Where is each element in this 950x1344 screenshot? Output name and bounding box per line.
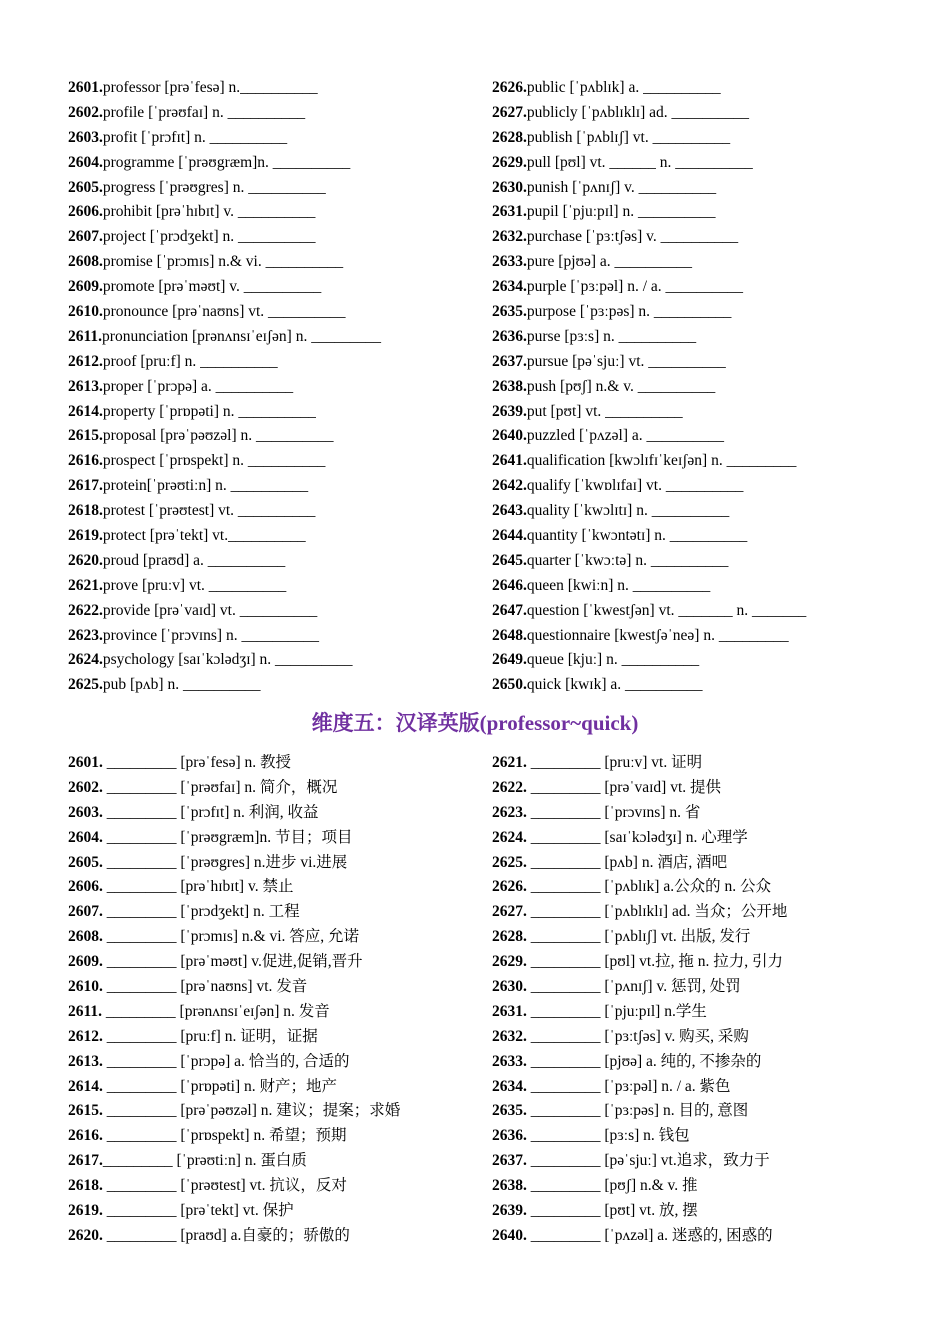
vocab-entry [68,250,492,275]
entry-text: _________ [ˈprəʊtiːn] n. 蛋白质 [102,1152,307,1170]
entry-text: _________ [ˈprɔmɪs] n.& vi. 答应, 允诺 [102,928,360,946]
vocab-entry [492,801,888,826]
vocab-entry [492,925,888,950]
vocab-entry [68,1124,492,1149]
entry-number: 2632. [492,1027,527,1045]
vocab-entry [68,851,492,876]
entry-text: profit [ˈprɔfɪt] n. __________ [102,128,288,146]
entry-number: 2631. [492,1002,527,1020]
entry-number: 2618. [68,1177,103,1195]
entry-text: qualify [ˈkwɒlɪfaɪ] vt. __________ [526,477,744,495]
entry-number: 2637. [492,352,527,370]
vocab-entry [68,400,492,425]
entry-number: 2603. [68,803,103,821]
entry-number: 2644. [492,527,527,545]
entry-text: _________ [prəˈvaɪd] vt. 提供 [526,778,722,796]
entry-text: _________ [prəˈtekt] vt. 保护 [102,1202,294,1220]
vocab-entry [492,449,888,474]
entry-number: 2625. [492,853,527,871]
entry-number: 2605. [68,178,103,196]
entry-text: pub [pʌb] n. __________ [102,676,261,694]
vocab-entry [492,549,888,574]
vocab-entry [68,624,492,649]
entry-text: _________ [pʊt] vt. 放, 摆 [526,1202,698,1220]
entry-text: qualification [kwɔlɪfɪˈkeɪʃən] n. _________ [526,452,797,470]
entry-text: pupil [ˈpjuːpɪl] n. __________ [526,203,716,221]
entry-text: questionnaire [kwestʃəˈneə] n. _________ [526,626,789,644]
vocab-entry [492,225,888,250]
vocab-column-right [492,76,888,698]
entry-text: purchase [ˈpɜːtʃəs] v. __________ [526,228,739,246]
entry-number: 2602. [68,778,103,796]
entry-text: professor [prəˈfesə] n.__________ [102,79,318,96]
entry-number: 2645. [492,551,527,569]
vocab-entry [492,1124,888,1149]
entry-number: 2629. [492,953,527,971]
entry-text: _________ [prəˈnaʊns] vt. 发音 [102,978,308,996]
entry-text: _________ [ˈpɜːtʃəs] v. 购买, 采购 [526,1027,749,1045]
vocab-entry [68,776,492,801]
entry-number: 2609. [68,953,103,971]
entry-text: punish [ˈpʌnɪʃ] v. __________ [526,178,717,196]
vocab-entry [68,176,492,201]
vocab-entry [492,648,888,673]
vocab-entry [492,176,888,201]
vocab-entry [492,875,888,900]
entry-number: 2613. [68,1052,103,1070]
vocab-entry [68,524,492,549]
entry-text: psychology [saɪˈkɔlədʒɪ] n. __________ [102,651,353,669]
entry-text: _________ [ˈprɒspekt] n. 希望；预期 [102,1127,347,1145]
entry-number: 2636. [492,327,527,345]
entry-text: pursue [pəˈsjuː] vt. __________ [526,352,726,370]
entry-number: 2628. [492,128,527,146]
entry-number: 2650. [492,676,527,694]
vocab-column-left [68,76,492,698]
vocab-entry [68,1075,492,1100]
entry-number: 2634. [492,278,527,296]
vocab-entry [492,400,888,425]
entry-text: queue [kjuː] n. __________ [526,651,700,669]
entry-text: proud [praʊd] a. __________ [102,551,286,569]
entry-text: _________ [ˈpʌzəl] a. 迷惑的, 困惑的 [526,1226,773,1244]
entry-text: _________ [ˈpʌblɪk] a.公众的 n. 公众 [526,878,771,896]
entry-number: 2605. [68,853,103,871]
vocab-entry [68,375,492,400]
vocab-entry [68,424,492,449]
entry-number: 2622. [492,778,527,796]
vocab-entry [492,1075,888,1100]
entry-number: 2618. [68,502,103,520]
entry-number: 2608. [68,928,103,946]
entry-number: 2624. [68,651,103,669]
entry-number: 2620. [68,1226,103,1244]
entry-number: 2614. [68,1077,103,1095]
vocab-entry [68,925,492,950]
vocab-entry [68,474,492,499]
entry-number: 2606. [68,203,103,221]
entry-number: 2621. [68,576,103,594]
entry-text: promote [prəˈməʊt] v. __________ [102,278,322,296]
entry-text: _________ [ˈprɔfɪt] n. 利润, 收益 [102,803,319,821]
entry-number: 2613. [68,377,103,395]
vocab-entry [492,851,888,876]
vocab-entry [68,801,492,826]
entry-number: 2623. [492,803,527,821]
entry-number: 2632. [492,228,527,246]
vocab-entry [68,900,492,925]
entry-text: proper [ˈprɔpə] a. __________ [102,377,294,395]
entry-text: prohibit [prəˈhɪbɪt] v. __________ [102,203,316,221]
entry-text: _________ [ˈprəʊtest] vt. 抗议，反对 [102,1177,347,1195]
entry-number: 2617. [68,1152,103,1170]
vocab-entry [492,1050,888,1075]
entry-number: 2636. [492,1127,527,1145]
vocab-entry [492,126,888,151]
vocab-entry [68,126,492,151]
vocab-entry [68,76,492,101]
entry-number: 2610. [68,303,103,321]
entry-number: 2611. [68,1002,103,1020]
entry-text: province [ˈprɔvɪns] n. __________ [102,626,319,644]
vocab-entry [492,624,888,649]
vocab-entry [492,1149,888,1174]
entry-text: _________ [ˈprəʊfaɪ] n. 简介，概况 [102,778,338,796]
entry-number: 2621. [492,754,527,771]
vocab-entry [492,1099,888,1124]
entry-number: 2622. [68,601,103,619]
entry-text: protect [prəˈtekt] vt.__________ [102,527,306,545]
entry-number: 2614. [68,402,103,420]
vocab-entry [492,424,888,449]
entry-number: 2641. [492,452,527,470]
entry-text: _________ [ˈprɒpəti] n. 财产；地产 [102,1077,337,1095]
vocab-entry [492,950,888,975]
entry-number: 2612. [68,352,103,370]
entry-number: 2649. [492,651,527,669]
vocab-entry [492,975,888,1000]
entry-number: 2637. [492,1152,527,1170]
entry-text: _________ [ˈpɜːpəs] n. 目的, 意图 [526,1102,749,1120]
entry-text: _________ [pjʊə] a. 纯的, 不掺杂的 [526,1052,762,1070]
vocab-entry [68,950,492,975]
vocab-entry [492,499,888,524]
entry-number: 2628. [492,928,527,946]
entry-number: 2624. [492,828,527,846]
entry-text: public [ˈpʌblɪk] a. __________ [526,79,721,96]
vocab-entry [68,1174,492,1199]
entry-text: purple [ˈpɜːpəl] n. / a. __________ [526,278,744,296]
vocab-entry [68,1199,492,1224]
entry-number: 2630. [492,978,527,996]
vocab-entry [492,275,888,300]
entry-number: 2619. [68,1202,103,1220]
entry-text: quality [ˈkwɔlɪtɪ] n. __________ [526,502,730,520]
vocab-entry [68,1099,492,1124]
entry-text: put [pʊt] vt. __________ [526,402,683,420]
entry-text: profile [ˈprəʊfaɪ] n. __________ [102,103,306,121]
entry-text: _________ [pʊʃ] n.& v. 推 [526,1177,698,1195]
vocab-section-chinese-english [68,751,888,1249]
vocab-entry [492,1199,888,1224]
entry-text: publicly [ˈpʌblɪklɪ] ad. __________ [526,103,750,121]
entry-number: 2635. [492,1102,527,1120]
vocab-entry [68,499,492,524]
vocab-entry [492,599,888,624]
entry-text: project [ˈprɔdʒekt] n. __________ [102,228,316,246]
entry-text: _________ [pʌb] n. 酒店, 酒吧 [526,853,728,871]
vocab-entry [68,875,492,900]
vocab-entry [492,474,888,499]
entry-text: proof [pruːf] n. __________ [102,352,278,370]
vocab-entry [68,151,492,176]
vocab-column-right [492,751,888,1249]
entry-text: _________ [ˈprəʊgres] n.进步 vi.进展 [102,853,348,871]
entry-number: 2635. [492,303,527,321]
entry-number: 2633. [492,253,527,271]
entry-text: pronounce [prəˈnaʊns] vt. __________ [102,303,346,321]
entry-number: 2602. [68,103,103,121]
entry-number: 2603. [68,128,103,146]
vocab-entry [68,1000,492,1025]
vocab-entry [492,250,888,275]
vocab-entry [492,1000,888,1025]
entry-text: quarter [ˈkwɔːtə] n. __________ [526,551,729,569]
vocab-entry [492,1224,888,1249]
vocab-entry [68,574,492,599]
entry-number: 2630. [492,178,527,196]
vocab-entry [68,350,492,375]
entry-number: 2601. [68,754,103,771]
entry-text: progress [ˈprəʊgres] n. __________ [102,178,326,196]
entry-number: 2646. [492,576,527,594]
vocab-entry [68,975,492,1000]
entry-number: 2634. [492,1077,527,1095]
vocab-entry [68,549,492,574]
entry-text: _________ [pruːf] n. 证明，证据 [102,1027,318,1045]
entry-text: purpose [ˈpɜːpəs] n. __________ [526,303,732,321]
entry-number: 2615. [68,427,103,445]
entry-number: 2616. [68,452,103,470]
entry-text: _________ [ˈpɜːpəl] n. / a. 紫色 [526,1077,731,1095]
entry-text: _________ [pruːv] vt. 证明 [526,754,703,771]
entry-text: _________ [ˈprɔdʒekt] n. 工程 [102,903,300,921]
entry-text: _________ [ˈprɔpə] a. 恰当的, 合适的 [102,1052,350,1070]
entry-text: puzzled [ˈpʌzəl] a. __________ [526,427,725,445]
entry-text: _________ [prəˈhɪbɪt] v. 禁止 [102,878,294,896]
entry-text: promise [ˈprɔmɪs] n.& vi. __________ [102,253,344,271]
vocab-entry [68,101,492,126]
entry-number: 2640. [492,1226,527,1244]
vocab-entry [68,751,492,776]
entry-text: push [pʊʃ] n.& v. __________ [526,377,716,395]
entry-text: _________ [ˈpʌblɪʃ] vt. 出版, 发行 [526,928,751,946]
entry-text: _________ [saɪˈkɔlədʒɪ] n. 心理学 [526,828,748,846]
vocab-entry [68,1050,492,1075]
entry-text: _________ [ˈpjuːpɪl] n.学生 [526,1002,707,1020]
vocab-entry [68,300,492,325]
entry-number: 2607. [68,228,103,246]
entry-text: protein[ˈprəʊtiːn] n. __________ [102,477,309,495]
entry-number: 2607. [68,903,103,921]
vocab-entry [68,1149,492,1174]
entry-number: 2601. [68,79,103,96]
entry-number: 2627. [492,103,527,121]
entry-number: 2640. [492,427,527,445]
entry-number: 2626. [492,878,527,896]
entry-text: _________ [prəˈməʊt] v.促进,促销,晋升 [102,953,363,971]
entry-text: protest [ˈprəʊtest] vt. __________ [102,502,316,520]
entry-text: provide [prəˈvaɪd] vt. __________ [102,601,318,619]
vocab-entry [68,673,492,698]
entry-number: 2606. [68,878,103,896]
vocab-entry [492,1174,888,1199]
vocab-entry [68,225,492,250]
entry-text: _________ [ˈprəʊgræm]n. 节目；项目 [102,828,353,846]
entry-number: 2627. [492,903,527,921]
entry-number: 2615. [68,1102,103,1120]
vocab-entry [492,375,888,400]
entry-text: pronunciation [prənʌnsɪˈeɪʃən] n. _________ [102,327,381,345]
vocab-entry [492,300,888,325]
vocab-entry [492,76,888,101]
entry-number: 2625. [68,676,103,694]
entry-text: _________ [pɜːs] n. 钱包 [526,1127,690,1145]
entry-text: programme [ˈprəʊgræm]n. __________ [102,153,351,171]
entry-text: _________ [ˈprɔvɪns] n. 省 [526,803,701,821]
entry-text: _________ [prənʌnsɪˈeɪʃən] n. 发音 [102,1002,330,1020]
entry-number: 2642. [492,477,527,495]
vocab-entry [68,648,492,673]
vocab-entry [68,826,492,851]
vocab-entry [492,776,888,801]
entry-number: 2639. [492,402,527,420]
entry-text: _________ [praʊd] a.自豪的；骄傲的 [102,1226,350,1244]
entry-text: prospect [ˈprɒspekt] n. __________ [102,452,326,470]
entry-text: _________ [ˈpʌblɪklɪ] ad. 当众；公开地 [526,903,788,921]
vocab-entry [68,200,492,225]
vocab-section-english-chinese [68,76,888,698]
entry-text: _________ [prəˈpəʊzəl] n. 建议；提案；求婚 [102,1102,401,1120]
vocab-entry [492,101,888,126]
entry-number: 2610. [68,978,103,996]
entry-number: 2617. [68,477,103,495]
section-heading: 维度五：汉译英版(professor~quick) [311,711,639,735]
entry-text: _________ [pəˈsjuː] vt.追求，致力于 [526,1152,770,1170]
vocab-entry [68,599,492,624]
vocab-entry [492,1025,888,1050]
entry-text: _________ [pʊl] vt.拉, 拖 n. 拉力, 引力 [526,953,783,971]
vocab-entry [68,275,492,300]
entry-number: 2631. [492,203,527,221]
vocab-entry [492,751,888,776]
entry-text: prove [pruːv] vt. __________ [102,576,287,594]
entry-number: 2623. [68,626,103,644]
entry-number: 2604. [68,828,103,846]
entry-number: 2626. [492,79,527,96]
vocab-entry [492,900,888,925]
entry-text: quick [kwɪk] a. __________ [526,676,703,694]
entry-text: publish [ˈpʌblɪʃ] vt. __________ [526,128,731,146]
entry-text: question [ˈkwestʃən] vt. _______ n. _______ [526,601,807,619]
entry-number: 2648. [492,626,527,644]
entry-text: pull [pʊl] vt. ______ n. __________ [526,153,753,171]
entry-number: 2633. [492,1052,527,1070]
vocab-entry [492,200,888,225]
vocab-entry [492,673,888,698]
entry-text: proposal [prəˈpəʊzəl] n. __________ [102,427,334,445]
entry-number: 2638. [492,1177,527,1195]
entry-number: 2612. [68,1027,103,1045]
entry-number: 2609. [68,278,103,296]
entry-number: 2604. [68,153,103,171]
entry-text: _________ [prəˈfesə] n. 教授 [102,754,291,771]
vocab-entry [492,574,888,599]
entry-text: _________ [ˈpʌnɪʃ] v. 惩罚, 处罚 [526,978,741,996]
entry-number: 2638. [492,377,527,395]
vocab-entry [68,449,492,474]
entry-text: quantity [ˈkwɔntətɪ] n. __________ [526,527,748,545]
vocab-entry [68,325,492,350]
vocab-entry [492,325,888,350]
entry-number: 2620. [68,551,103,569]
entry-number: 2629. [492,153,527,171]
entry-number: 2611. [68,327,103,345]
entry-text: pure [pjʊə] a. __________ [526,253,693,271]
entry-number: 2608. [68,253,103,271]
vocab-entry [68,1025,492,1050]
entry-number: 2616. [68,1127,103,1145]
vocab-entry [492,524,888,549]
vocab-entry [492,151,888,176]
entry-number: 2639. [492,1202,527,1220]
entry-number: 2647. [492,601,527,619]
vocab-column-left [68,751,492,1249]
entry-number: 2643. [492,502,527,520]
vocab-entry [492,826,888,851]
entry-text: property [ˈprɒpəti] n. __________ [102,402,316,420]
entry-number: 2619. [68,527,103,545]
vocab-entry [68,1224,492,1249]
entry-text: purse [pɜːs] n. __________ [526,327,697,345]
vocab-entry [492,350,888,375]
entry-text: queen [kwiːn] n. __________ [526,576,711,594]
